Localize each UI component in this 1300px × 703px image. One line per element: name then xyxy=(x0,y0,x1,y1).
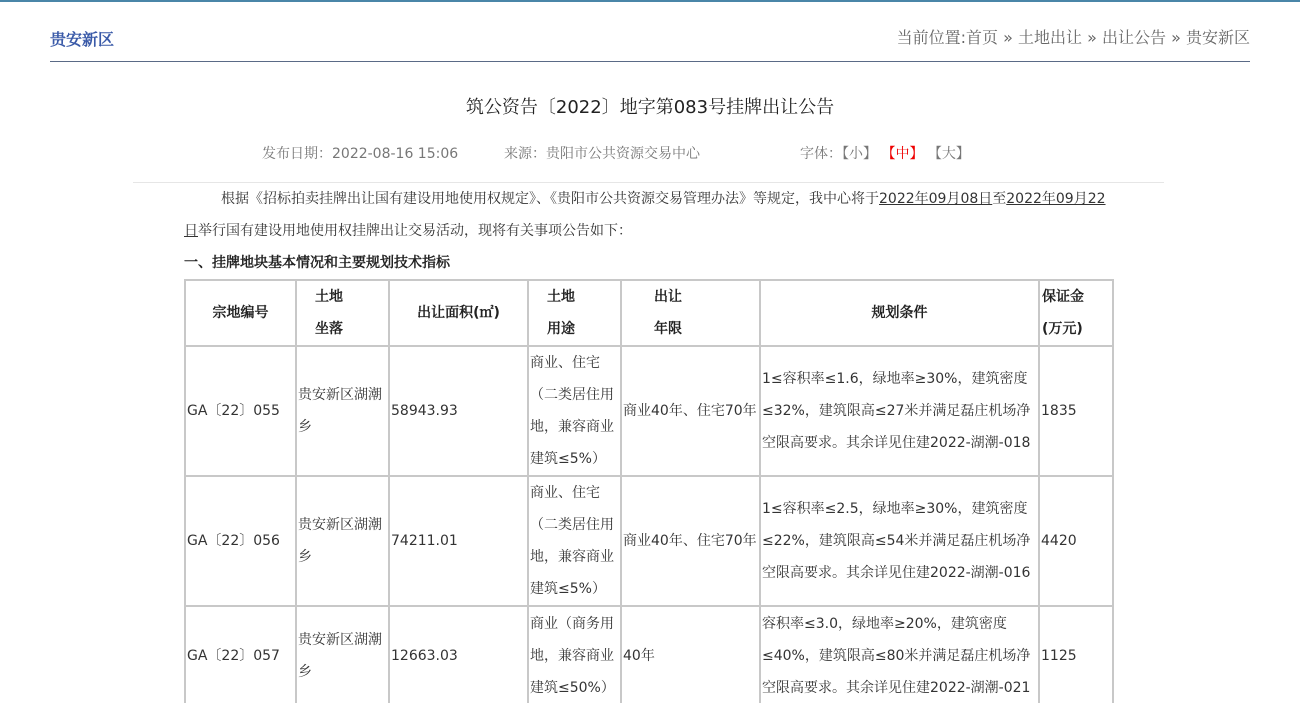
cell-code: GA〔22〕055 xyxy=(185,346,296,476)
cell-location: 贵安新区湖潮乡 xyxy=(296,346,389,476)
cell-term: 40年 xyxy=(621,606,760,703)
cell-location: 贵安新区湖潮乡 xyxy=(296,606,389,703)
land-parcel-table xyxy=(184,279,1114,703)
cell-code: GA〔22〕056 xyxy=(185,476,296,606)
date-start: 2022年09月08日 xyxy=(879,191,993,207)
font-size-switcher xyxy=(800,143,970,163)
header-term xyxy=(621,280,760,346)
breadcrumb-item-home[interactable]: 首页 xyxy=(965,28,998,47)
header-use-line2: 用途 xyxy=(547,321,575,337)
font-large-button[interactable]: 【大】 xyxy=(927,146,970,162)
table-header-row xyxy=(185,280,1113,346)
intro-mid: 至 xyxy=(992,191,1007,207)
cell-code: GA〔22〕057 xyxy=(185,606,296,703)
source xyxy=(504,143,700,163)
cell-deposit: 1125 xyxy=(1039,606,1113,703)
breadcrumb-prefix: 当前位置: xyxy=(896,28,966,47)
table-row xyxy=(185,476,1113,606)
header-code: 宗地编号 xyxy=(185,280,296,346)
cell-planning: 1≤容积率≤1.6，绿地率≥30%，建筑密度≤32%，建筑限高≤27米并满足磊庄机场净空限高要求。其余详见住建2022-湖潮-018 xyxy=(760,346,1039,476)
cell-planning: 1≤容积率≤2.5，绿地率≥30%，建筑密度≤22%，建筑限高≤54米并满足磊庄机场净空限高要求。其余详见住建2022-湖潮-016 xyxy=(760,476,1039,606)
cell-deposit: 1835 xyxy=(1039,346,1113,476)
publish-date-value: 2022-08-16 15:06 xyxy=(332,146,459,162)
header-location-line1: 土地 xyxy=(315,289,343,305)
breadcrumb-separator: » xyxy=(1171,28,1181,47)
publish-date xyxy=(262,143,458,163)
page-header xyxy=(50,22,1250,62)
top-accent-line xyxy=(0,0,1300,2)
header-deposit xyxy=(1039,280,1113,346)
font-size-label: 字体： xyxy=(800,146,842,162)
font-small-button[interactable]: 【小】 xyxy=(842,146,877,162)
table-row xyxy=(185,606,1113,703)
cell-area: 74211.01 xyxy=(389,476,528,606)
breadcrumb-separator: » xyxy=(1087,28,1097,47)
breadcrumb xyxy=(897,25,1250,48)
header-use xyxy=(528,280,621,346)
table-row xyxy=(185,346,1113,476)
breadcrumb-item-announcements[interactable]: 出让公告 xyxy=(1101,28,1166,47)
intro-paragraph xyxy=(184,183,1114,247)
header-location xyxy=(296,280,389,346)
header-location-line2: 坐落 xyxy=(315,321,343,337)
cell-location: 贵安新区湖潮乡 xyxy=(296,476,389,606)
source-label: 来源： xyxy=(504,146,546,162)
date-end: 2022年09月22日 xyxy=(184,191,1106,239)
section-name[interactable]: 贵安新区 xyxy=(50,30,115,49)
cell-deposit: 4420 xyxy=(1039,476,1113,606)
header-term-line1: 出让 xyxy=(654,289,682,305)
header-area: 出让面积(㎡) xyxy=(389,280,528,346)
cell-term: 商业40年、住宅70年 xyxy=(621,476,760,606)
cell-planning: 容积率≤3.0，绿地率≥20%，建筑密度≤40%，建筑限高≤80米并满足磊庄机场净空限高要求。其余详见住建2022-湖潮-021 xyxy=(760,606,1039,703)
source-value: 贵阳市公共资源交易中心 xyxy=(546,146,700,162)
section-heading: 一、挂牌地块基本情况和主要规划技术指标 xyxy=(184,255,450,271)
intro-before: 根据《招标拍卖挂牌出让国有建设用地使用权规定》、《贵阳市公共资源交易管理办法》等规定，我中心将于 xyxy=(221,191,879,207)
cell-term: 商业40年、住宅70年 xyxy=(621,346,760,476)
publish-date-label: 发布日期： xyxy=(262,146,332,162)
intro-after: 举行国有建设用地使用权挂牌出让交易活动，现将有关事项公告如下： xyxy=(198,223,632,239)
breadcrumb-item-guian[interactable]: 贵安新区 xyxy=(1185,28,1250,47)
header-use-line1: 土地 xyxy=(547,289,575,305)
cell-area: 58943.93 xyxy=(389,346,528,476)
cell-use: 商业、住宅（二类居住用地，兼容商业建筑≤5%） xyxy=(528,346,621,476)
header-deposit-line1: 保证金 xyxy=(1042,289,1084,305)
header-planning: 规划条件 xyxy=(760,280,1039,346)
font-medium-button[interactable]: 【中】 xyxy=(881,146,924,162)
cell-use: 商业、住宅（二类居住用地，兼容商业建筑≤5%） xyxy=(528,476,621,606)
header-term-line2: 年限 xyxy=(654,321,682,337)
cell-area: 12663.03 xyxy=(389,606,528,703)
cell-use: 商业（商务用地，兼容商业建筑≤50%） xyxy=(528,606,621,703)
breadcrumb-separator: » xyxy=(1003,28,1013,47)
breadcrumb-item-land-transfer[interactable]: 土地出让 xyxy=(1017,28,1082,47)
article-title: 筑公资告〔2022〕地字第083号挂牌出让公告 xyxy=(465,97,835,118)
header-deposit-line2: (万元) xyxy=(1042,321,1083,337)
